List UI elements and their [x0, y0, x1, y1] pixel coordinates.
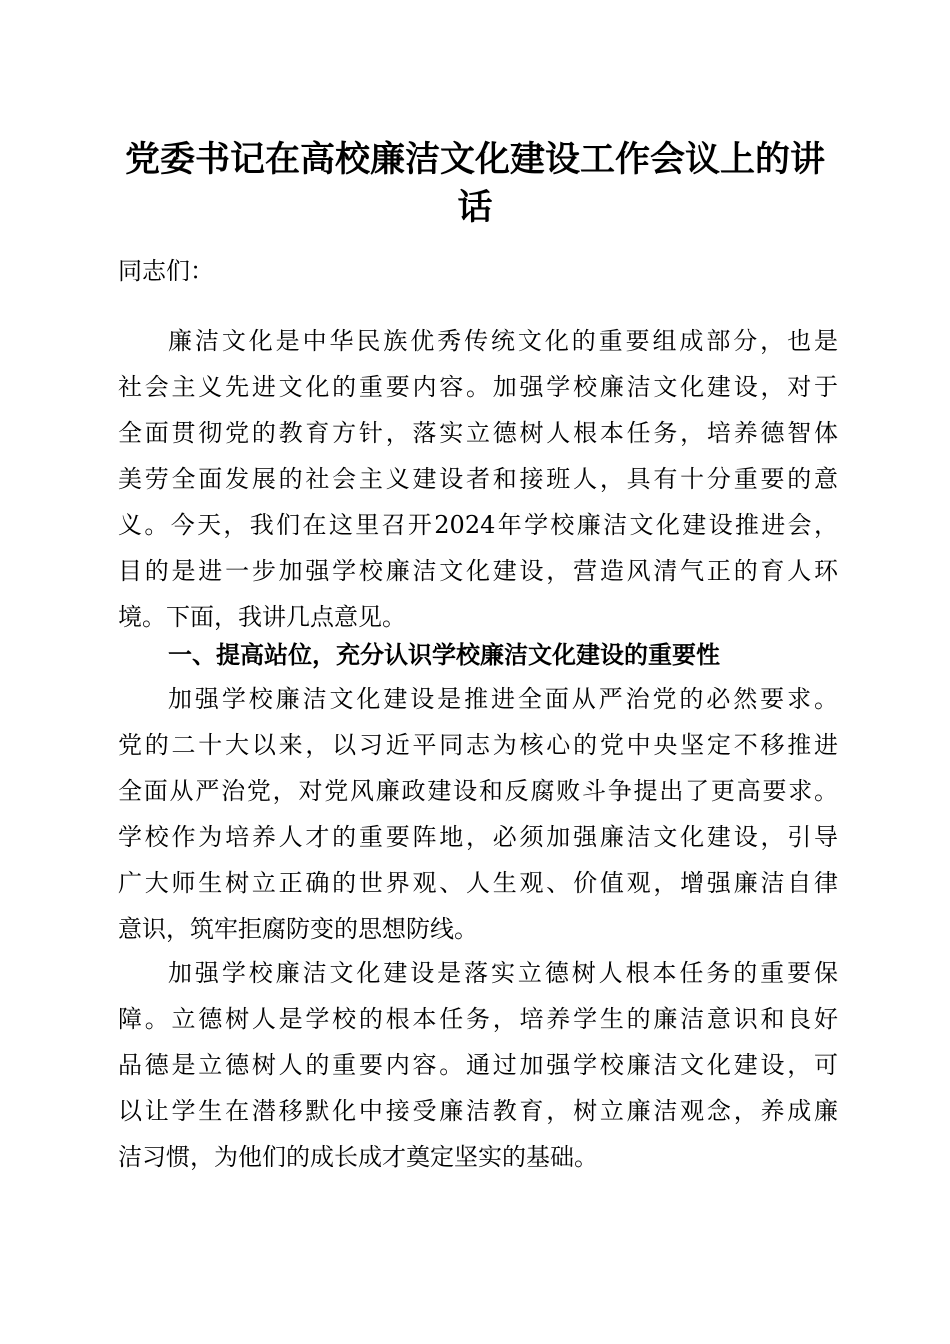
paragraph-line: 加强学校廉洁文化建设是落实立德树人根本任务的重要保 [168, 959, 838, 987]
document-title-line-2: 话 [457, 187, 493, 228]
salutation: 同志们： [118, 257, 214, 285]
paragraph-line: 学校作为培养人才的重要阵地，必须加强廉洁文化建设，引导 [118, 823, 838, 851]
paragraph-line: 全面贯彻党的教育方针，落实立德树人根本任务，培养德智体 [118, 419, 838, 447]
paragraph-line: 廉洁文化是中华民族优秀传统文化的重要组成部分，也是 [168, 327, 838, 355]
paragraph-line: 意识，筑牢拒腐防变的思想防线。 [118, 915, 478, 943]
paragraph-line: 洁习惯，为他们的成长成才奠定坚实的基础。 [118, 1143, 598, 1171]
paragraph-line: 品德是立德树人的重要内容。通过加强学校廉洁文化建设，可 [118, 1051, 838, 1079]
paragraph-line: 境。下面，我讲几点意见。 [118, 603, 406, 631]
paragraph-line: 广大师生树立正确的世界观、人生观、价值观，增强廉洁自律 [118, 869, 838, 897]
paragraph-line: 义。今天，我们在这里召开2024年学校廉洁文化建设推进会， [118, 511, 838, 539]
paragraph-line: 加强学校廉洁文化建设是推进全面从严治党的必然要求。 [168, 685, 838, 713]
section-heading-1: 一、提高站位，充分认识学校廉洁文化建设的重要性 [168, 641, 720, 669]
paragraph-line: 美劳全面发展的社会主义建设者和接班人，具有十分重要的意 [118, 465, 838, 493]
paragraph-line: 全面从严治党，对党风廉政建设和反腐败斗争提出了更高要求。 [118, 777, 838, 805]
paragraph-line: 社会主义先进文化的重要内容。加强学校廉洁文化建设，对于 [118, 373, 838, 401]
document-title-line-1: 党委书记在高校廉洁文化建设工作会议上的讲 [124, 139, 825, 180]
paragraph-line: 党的二十大以来，以习近平同志为核心的党中央坚定不移推进 [118, 731, 838, 759]
paragraph-line: 障。立德树人是学校的根本任务，培养学生的廉洁意识和良好 [118, 1005, 838, 1033]
paragraph-line: 以让学生在潜移默化中接受廉洁教育，树立廉洁观念，养成廉 [118, 1097, 838, 1125]
paragraph-line: 目的是进一步加强学校廉洁文化建设，营造风清气正的育人环 [118, 557, 838, 585]
